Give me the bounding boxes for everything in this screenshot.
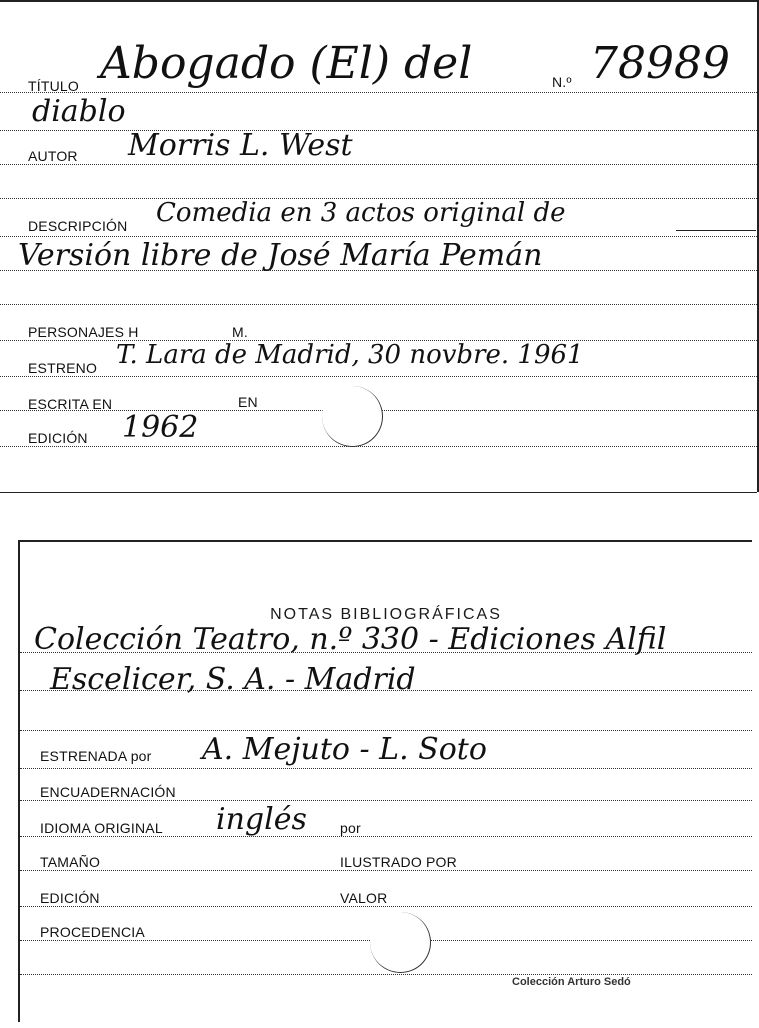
edicion-label: EDICIÓN xyxy=(28,430,88,446)
rule xyxy=(20,800,752,801)
rule xyxy=(0,164,757,165)
card-bottom-edge xyxy=(0,492,757,493)
escrita-en-label: EN xyxy=(238,394,258,410)
rule xyxy=(0,376,757,377)
rule xyxy=(20,836,752,837)
estrenada-value: A. Mejuto - L. Soto xyxy=(202,732,487,767)
encuadernacion-label: ENCUADERNACIÓN xyxy=(40,784,176,800)
rule xyxy=(0,130,757,131)
numero-value: 78989 xyxy=(590,38,730,89)
personajes-m-label: M. xyxy=(232,324,248,340)
escrita-label: ESCRITA EN xyxy=(28,396,113,412)
estreno-label: ESTRENO xyxy=(28,360,98,376)
rule xyxy=(0,446,757,447)
rule xyxy=(20,870,752,871)
rule xyxy=(20,730,752,731)
autor-value: Morris L. West xyxy=(128,128,353,163)
rule xyxy=(0,236,757,237)
tamano-label: TAMAÑO xyxy=(40,854,101,870)
idioma-label: IDIOMA ORIGINAL xyxy=(40,820,163,836)
catalog-card-back xyxy=(18,540,752,1022)
catalog-card-front xyxy=(0,0,759,492)
descripcion-value-cont: Versión libre de José María Pemán xyxy=(18,238,543,273)
punch-hole xyxy=(322,386,383,447)
notas-value: Colección Teatro, n.º 330 - Ediciones Alfil xyxy=(34,622,667,657)
edicion-value: 1962 xyxy=(122,410,199,445)
numero-label: N.º xyxy=(552,74,572,90)
descripcion-dash xyxy=(676,230,756,231)
collection-stamp: Colección Arturo Sedó xyxy=(512,976,631,988)
estreno-value: T. Lara de Madrid, 30 novbre. 1961 xyxy=(116,340,584,370)
rule xyxy=(20,906,752,907)
idioma-value: inglés xyxy=(216,802,307,837)
titulo-value: Abogado (El) del xyxy=(100,38,473,89)
titulo-value-cont: diablo xyxy=(32,94,126,129)
ilustrado-label: ILUSTRADO POR xyxy=(340,854,457,870)
rule xyxy=(20,974,752,975)
rule xyxy=(0,304,757,305)
procedencia-label: PROCEDENCIA xyxy=(40,924,145,940)
rule xyxy=(20,768,752,769)
rule xyxy=(0,92,757,93)
autor-label: AUTOR xyxy=(28,148,78,164)
notas-value-cont: Escelicer, S. A. - Madrid xyxy=(50,662,416,697)
personajes-label: PERSONAJES H xyxy=(28,324,139,340)
titulo-label: TÍTULO xyxy=(28,78,79,94)
descripcion-label: DESCRIPCIÓN xyxy=(28,218,128,234)
estrenada-label: ESTRENADA por xyxy=(40,748,152,764)
por-label: por xyxy=(340,820,361,836)
notas-title: NOTAS BIBLIOGRÁFICAS xyxy=(270,606,502,623)
descripcion-value: Comedia en 3 actos original de xyxy=(156,198,566,228)
valor-label: VALOR xyxy=(340,890,388,906)
punch-hole xyxy=(370,912,431,973)
edicion-label-2: EDICIÓN xyxy=(40,890,100,906)
